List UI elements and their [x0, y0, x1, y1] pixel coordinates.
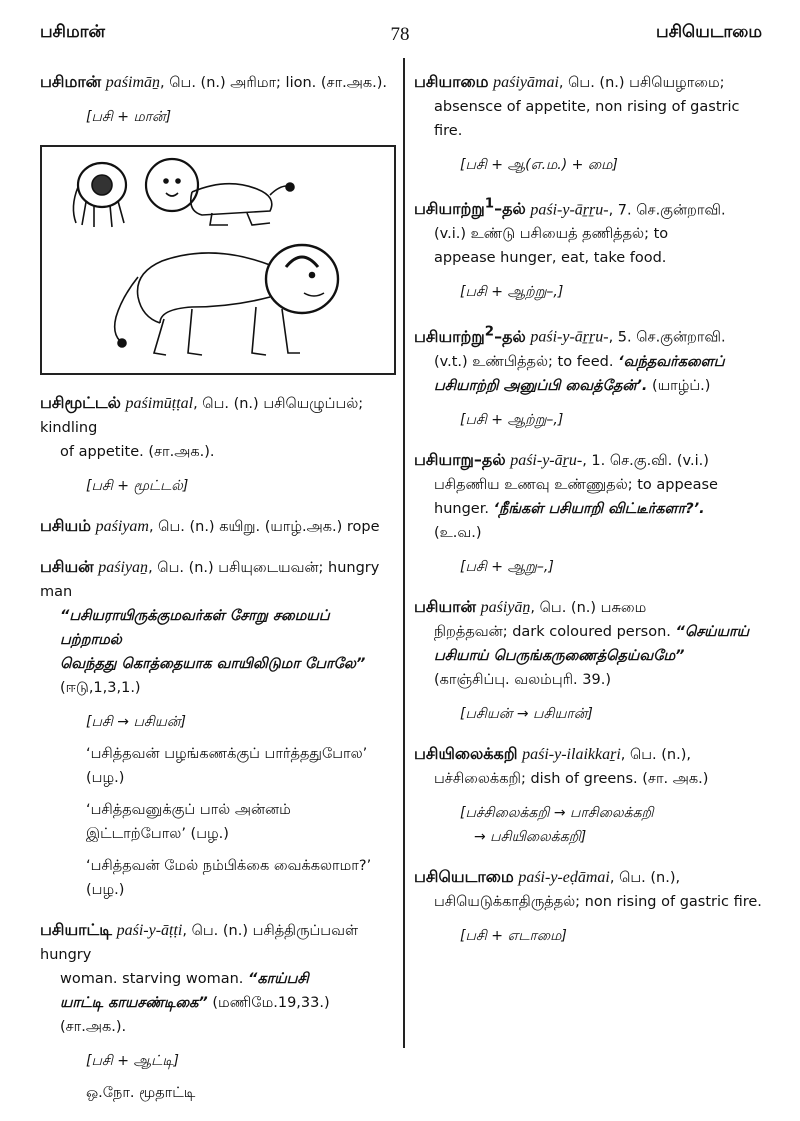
- gloss: , பெ. (n.) அரிமா; lion. (சா.அக.).: [160, 75, 388, 91]
- transliteration: paśiyaṉ: [98, 559, 149, 576]
- page-header: [0, 22, 800, 52]
- etymology: [பசி + ஆற்று–,]: [460, 411, 564, 428]
- headword: பசியன்: [40, 557, 94, 576]
- transliteration: paśi-y-ilaikkaṟi: [522, 745, 621, 763]
- headword: பசியம்: [40, 516, 92, 535]
- gloss-continued: of appetite. (சா.அக.).: [60, 444, 215, 460]
- transliteration: paśiyam: [95, 518, 149, 535]
- entry-pasiyam: [40, 514, 390, 539]
- gloss: , பெ. (n.) கயிறு. (யாழ்.அக.) rope: [148, 519, 380, 535]
- compare-note: ஒ.நோ. மூதாட்டி: [86, 1085, 196, 1101]
- transliteration: paśi-y-āṟu-: [510, 451, 583, 469]
- headword: பசியான்: [414, 596, 477, 616]
- gloss: , பெ. (n.) பசித்திருப்பவள் hungry: [40, 923, 359, 963]
- etymology: [பசி + மூட்டல்]: [86, 478, 189, 494]
- proverb-2: ‘பசித்தவனுக்குப் பால் அன்னம் இட்டாற்போல’ (பழ.): [86, 802, 291, 842]
- gloss: , பெ. (n.) பசுமை: [530, 599, 647, 616]
- gloss-continued-2: appease hunger, eat, take food.: [434, 250, 667, 267]
- entry-pasiyilaikkari: [414, 742, 764, 849]
- citation-line: hunger. ‘நீங்கள் பசியாறி விட்டீர்களா?’.: [434, 500, 705, 517]
- column-divider: [403, 58, 405, 1048]
- etymology-continued: → பசியிலைக்கறி]: [474, 828, 587, 845]
- gloss: , பெ. (n.) பசியுடையவன்; hungry man: [40, 560, 380, 600]
- headword: பசியாற்று$^2$–தல்: [414, 324, 526, 346]
- transliteration: paśi-y-āṭṭi: [116, 922, 183, 939]
- headword: பசிமூட்டல்: [40, 393, 121, 412]
- transliteration: paśi-y-eḍāmai: [518, 868, 610, 886]
- right-column: [414, 70, 764, 964]
- etymology: [பசியன் → பசியான்]: [460, 705, 593, 722]
- entry-pasiyan: [40, 555, 390, 902]
- gloss: , 5. செ.குன்றாவி.: [608, 329, 726, 346]
- etymology: [பசி + ஆட்டி]: [86, 1053, 179, 1069]
- transliteration: paśi-y-āṟṟu-: [530, 201, 609, 219]
- entry-pasiyarru-1: [414, 193, 764, 304]
- transliteration: paśimūṭṭal: [125, 395, 194, 412]
- citation-quote: பசியாய் பெருங்கருணைத்தெய்வமே”: [434, 647, 685, 664]
- headword: பசியாற்று$^1$–தல்: [414, 197, 526, 219]
- entry-pasiyan-dark: [414, 595, 764, 726]
- gloss-continued: absensce of appetite, non rising of gastric fire.: [434, 99, 740, 139]
- entry-pasiyamai: [414, 70, 764, 177]
- entry-pasimuttal: [40, 391, 390, 498]
- gloss: , 1. செ.கு.வி. (v.i.): [582, 452, 709, 469]
- lion-illustration: [40, 145, 396, 375]
- left-column: [40, 70, 390, 1121]
- entry-pasiyaru: [414, 448, 764, 579]
- gloss-continued: நிறத்தவன்; dark coloured person. “செய்யாய்: [434, 623, 750, 640]
- etymology: [பசி + எடாமை]: [460, 927, 567, 944]
- etymology: [பசி + ஆறு–,]: [460, 558, 554, 575]
- citation-source: (உ.வ.): [434, 524, 482, 541]
- entry-pasiyarru-2: [414, 320, 764, 431]
- entry-pasiman: [40, 70, 390, 129]
- transliteration: paśiyāṉ: [480, 598, 531, 616]
- lion-drawing: [42, 147, 394, 373]
- etymology: [பசி + ஆ(எ.ம.) + மை]: [460, 157, 618, 173]
- headword: பசியெடாமை: [414, 866, 514, 886]
- headword: பசியாறு–தல்: [414, 449, 506, 469]
- headword: பசியாமை: [414, 72, 489, 91]
- left-guide-word: பசிமான்: [40, 22, 106, 42]
- right-guide-word: பசியெடாமை: [656, 22, 762, 42]
- citation-line: பசியாற்றி அனுப்பி வைத்தேன்’. (யாழ்ப்.): [434, 377, 711, 394]
- entry-pasiyedamai: [414, 865, 764, 948]
- headword: பசியிலைக்கறி: [414, 743, 518, 763]
- gloss-continued: woman. starving woman. “காய்பசி: [60, 971, 309, 987]
- page-number: 78: [390, 24, 410, 45]
- headword: பசியாட்டி: [40, 920, 112, 939]
- citation-source: (ஈடு,1,3,1.): [60, 680, 141, 696]
- proverb-3: ‘பசித்தவன் மேல் நம்பிக்கை வைக்கலாமா?’ (பழ.): [86, 858, 372, 898]
- etymology: [பசி + மான்]: [86, 109, 172, 125]
- entry-pasiyatti: [40, 918, 390, 1105]
- gloss: , பெ. (n.),: [620, 746, 691, 763]
- citation-source: (காஞ்சிப்பு. வலம்புரி. 39.): [434, 671, 611, 688]
- citation-quote-line2: வெந்தது கொத்தையாக வாயிலிடுமா போலே”: [60, 656, 366, 672]
- gloss-continued: பச்சிலைக்கறி; dish of greens. (சா. அக.): [434, 770, 709, 787]
- gloss: , 7. செ.குன்றாவி.: [608, 202, 726, 219]
- etymology: [பசி → பசியன்]: [86, 714, 186, 730]
- transliteration: paśimāṉ: [105, 74, 161, 91]
- gloss: , பெ. (n.) பசியெழாமை;: [558, 75, 725, 91]
- citation-line: யாட்டி காயசண்டிகை” (மணிமே.19,33.) (சா.அக.).: [60, 995, 330, 1035]
- gloss: , பெ. (n.) பசியெழுப்பல்; kindling: [40, 396, 364, 436]
- headword: பசிமான்: [40, 72, 102, 91]
- gloss-continued: பசிதணிய உணவு உண்ணுதல்; to appease: [434, 476, 718, 493]
- proverb-1: ‘பசித்தவன் பழங்கணக்குப் பார்த்ததுபோல’ (பழ.): [86, 746, 368, 786]
- transliteration: paśiyāmai: [493, 74, 559, 91]
- transliteration: paśi-y-āṟṟu-: [530, 328, 609, 346]
- etymology: [பசி + ஆற்று–,]: [460, 284, 564, 301]
- etymology: [பச்சிலைக்கறி → பாசிலைக்கறி: [460, 804, 654, 821]
- gloss-continued: (v.t.) உண்பித்தல்; to feed. ‘வந்தவர்களைப்: [434, 353, 725, 370]
- citation-quote: “பசியராயிருக்குமவர்கள் சோறு சமையப் பற்றாமல்: [60, 608, 330, 648]
- gloss: , பெ. (n.),: [609, 869, 681, 886]
- gloss-continued: பசியெடுக்காதிருத்தல்; non rising of gastric fire.: [434, 893, 762, 910]
- gloss-continued: (v.i.) உண்டு பசியைத் தணித்தல்; to: [434, 226, 669, 243]
